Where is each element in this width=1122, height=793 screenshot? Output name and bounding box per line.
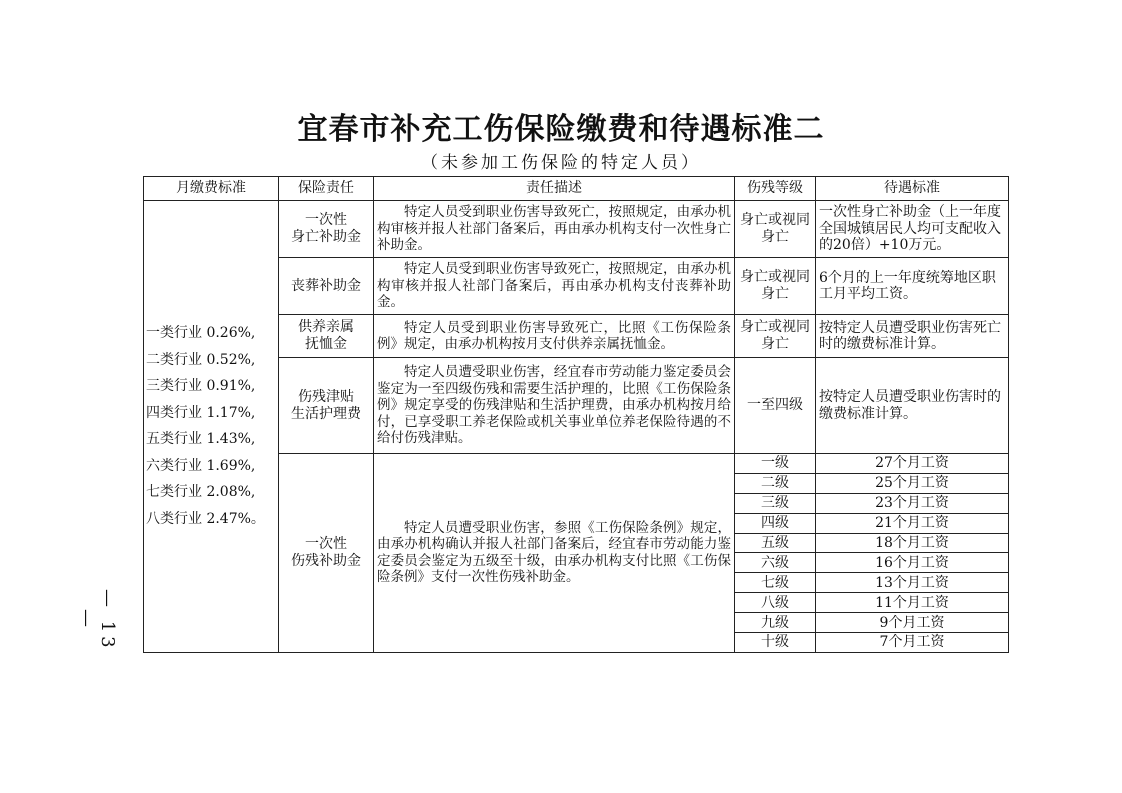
grade-cell: 四级 <box>735 513 816 533</box>
grade-cell: 六级 <box>735 553 816 573</box>
grade-cell: 一级 <box>735 454 816 474</box>
pay-cell: 23个月工资 <box>816 493 1009 513</box>
page-subtitle: （未参加工伤保险的特定人员） <box>421 153 701 173</box>
rate-item: 八类行业 2.47%。 <box>146 510 265 527</box>
duty-cell: 供养亲属 抚恤金 <box>279 315 374 358</box>
page-title: 宜春市补充工伤保险缴费和待遇标准二 <box>297 112 825 147</box>
standards-table <box>143 176 1009 653</box>
grade-cell: 身亡或视同身亡 <box>735 201 816 258</box>
monthly-rate-list <box>144 201 279 653</box>
grade-cell: 三级 <box>735 493 816 513</box>
pay-cell: 27个月工资 <box>816 454 1009 474</box>
pay-cell: 7个月工资 <box>816 633 1009 653</box>
pay-cell: 16个月工资 <box>816 553 1009 573</box>
pay-cell: 21个月工资 <box>816 513 1009 533</box>
header-duty: 保险责任 <box>279 177 374 201</box>
rate-item: 二类行业 0.52%, <box>146 351 256 368</box>
grade-cell: 五级 <box>735 533 816 553</box>
pay-cell: 25个月工资 <box>816 473 1009 493</box>
description-cell: 特定人员遭受职业伤害，经宜春市劳动能力鉴定委员会鉴定为一至四级伤残和需要生活护理的，比照《工伤保险条例》规定享受的伤残津贴和生活护理费，由承办机构按月给付，已享受职工养老保险或机关事业单位养老保险待遇的不给付伤残津贴。 <box>374 358 735 454</box>
duty-cell: 一次性 身亡补助金 <box>279 201 374 258</box>
grade-cell: 身亡或视同身亡 <box>735 315 816 358</box>
treatment-cell: 一次性身亡补助金（上一年度全国城镇居民人均可支配收入的20倍）+10万元。 <box>816 201 1009 258</box>
grade-cell: 身亡或视同身亡 <box>735 258 816 315</box>
treatment-cell: 按特定人员遭受职业伤害时的缴费标准计算。 <box>816 358 1009 454</box>
treatment-cell: 6个月的上一年度统筹地区职工月平均工资。 <box>816 258 1009 315</box>
description-cell: 特定人员遭受职业伤害，参照《工伤保险条例》规定，由承办机构确认并报人社部门备案后，经宜春市劳动能力鉴定委员会鉴定为五级至十级，由承办机构支付比照《工伤保险条例》支付一次性伤残补助金。 <box>374 454 735 653</box>
description-cell: 特定人员受到职业伤害导致死亡，比照《工伤保险条例》规定，由承办机构按月支付供养亲属抚恤金。 <box>374 315 735 358</box>
header-grade: 伤残等级 <box>735 177 816 201</box>
grade-cell: 八级 <box>735 593 816 613</box>
grade-cell: 一至四级 <box>735 358 816 454</box>
rate-item: 六类行业 1.69%, <box>146 457 256 474</box>
page-number: — 13 — <box>76 588 118 652</box>
pay-cell: 11个月工资 <box>816 593 1009 613</box>
pay-cell: 18个月工资 <box>816 533 1009 553</box>
duty-cell: 丧葬补助金 <box>279 258 374 315</box>
header-treatment: 待遇标准 <box>816 177 1009 201</box>
description-cell: 特定人员受到职业伤害导致死亡，按照规定，由承办机构审核并报人社部门备案后，再由承办机构支付一次性身亡补助金。 <box>374 201 735 258</box>
description-cell: 特定人员受到职业伤害导致死亡，按照规定，由承办机构审核并报人社部门备案后，再由承办机构支付丧葬补助金。 <box>374 258 735 315</box>
duty-cell: 一次性 伤残补助金 <box>279 454 374 653</box>
rate-item: 五类行业 1.43%, <box>146 431 256 448</box>
grade-cell: 二级 <box>735 473 816 493</box>
rate-item: 三类行业 0.91%, <box>146 378 256 395</box>
treatment-cell: 按特定人员遭受职业伤害死亡时的缴费标准计算。 <box>816 315 1009 358</box>
rate-item: 七类行业 2.08%, <box>146 484 256 501</box>
rate-item: 四类行业 1.17%, <box>146 404 256 421</box>
duty-cell: 伤残津贴 生活护理费 <box>279 358 374 454</box>
pay-cell: 9个月工资 <box>816 613 1009 633</box>
grade-cell: 七级 <box>735 573 816 593</box>
header-description: 责任描述 <box>374 177 735 201</box>
header-monthly-rate: 月缴费标准 <box>144 177 279 201</box>
table-row <box>144 201 1009 258</box>
grade-cell: 十级 <box>735 633 816 653</box>
pay-cell: 13个月工资 <box>816 573 1009 593</box>
table-header-row <box>144 177 1009 201</box>
grade-cell: 九级 <box>735 613 816 633</box>
rate-item: 一类行业 0.26%, <box>146 325 256 342</box>
